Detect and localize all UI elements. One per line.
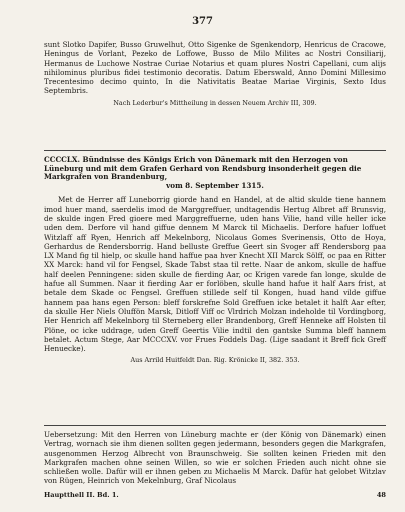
translation-paragraph: Uebersetzung: Mit den Herren von Lüneburg machte er (der König von Dänemark) einen Vertrag, wornach sie ihm dienen sollten gegen jedermann, besonders gegen die Markgrafen, ausgenommen Herzog Albrecht von Braunschweig. Sie sollten keinen Frieden mit den Markgrafen machen ohne seinen Willen, so wie er solchen Frieden auch nicht ohne sie schließen wolle. Dafür will er ihnen geben zu Michaelis M Marck. Dafür hat gelobet Witzlav von Rügen, Heinrich von Mekelnburg, Graf Nicolaus xyxy=(44,430,386,486)
section-divider xyxy=(44,150,386,151)
top-source-note: Nach Lederbur's Mittheilung in dessen Neuem Archiv III, 309. xyxy=(113,98,317,107)
page-footer xyxy=(44,491,386,499)
document-heading xyxy=(44,156,386,190)
main-paragraph: Met de Herrer aff Luneborrig giorde hand en Handel, at de altid skulde tiene hannem imod huer mand, saerdelis imod de Marggreffuer, undtagendis Hertug Albret aff Brunsvig, de skulde ingen Fred gioere med Marggreffuerne, uden hans Vilie, hand ville heller icke uden dem. Derfore vil hand giffue dennem M Marck til Michaelis. Derfore hafuer loffuet Witzlaff aff Ryen, Henrich aff Mekelnborg, Nicolaus Gomes Sverinensis, Otto de Hoya, Gerhardus de Rendersborrig. Hand belluste Greffue Geert sin Svoger aff Rendersborg paa LX Mand fig til hielp, oc skulle hand haffue paa hver Knecht XII Marck Sölff, oc paa en Ritter XX Marck: hand vil for Fengsel, Skade Tabst staa til rette. Naar de ankom, skulle de haffue half deelen Penningene: siden skulle de fierding Aar, oc Krigen varede fan longe, skulde de hafue all Summen. Naar it fierding Aar er forlöben, skulle hand hafue it half Aars frist, at betale dem Skade oc Fengsel. Greffuen stillede self til Kongen, huad hand vilde giffue hannem paa hans egen Person: bleff forskrefne Sold Greffuen icke betalet it halft Aar efter, da skulle Her Niels Oluffön Marsk, Ditloff Viff oc Vlrdrich Molzan indeholde til Vordingborg, Her Henrich aff Mekelnborg til Sterneberg eller Brandenborg, Greff Henneke aff Holsten til Plöne, oc icke uddrage, uden Greff Geertis Vilie indtil den gantske Summa bleff hannem betalet. Actum Stege, Aar MCCCXV. vor Frues Foddels Dag. (Lige saadant it Breff fick Greff Henuecke). xyxy=(44,195,386,354)
main-source-note: Aus Arrild Huitfeldt Dan. Rig. Krönicke II, 382. 353. xyxy=(130,356,300,365)
translation-divider xyxy=(44,425,386,426)
top-section xyxy=(44,40,386,107)
document-number: CCCCLX. xyxy=(44,155,81,164)
document-title: Bündnisse des Königs Erich von Dänemark mit den Herzogen von Lüneburg und mit dem Grafen Gerhard von Rendsburg insonderheit gegen die Markgrafen von Brandenburg, xyxy=(44,155,362,182)
document-section xyxy=(44,156,386,364)
top-paragraph: sunt Slotko Dapifer, Busso Gruwelhut, Otto Sigenke de Sgenkendorp, Henricus de Cracowe, Heningus de Vorlant, Pezeko de Loffowe, Busso de Milo Milites ac Nostri Consiliarij, Hermanus de Luchowe Nostrae Curiae Notarius et quam plures Nostri Capellani, cum alijs nihilominus pluribus fidei testimonio decoratis. Datum Eberswald, Anno Domini Millesimo Trecentesimo decimo quinto, In die Nativitatis Beatae Mariae Virginis, Sexto Idus Septembris. xyxy=(44,40,386,96)
footer-signature: Hauptthell II. Bd. 1. xyxy=(44,491,119,499)
page-number: 377 xyxy=(192,16,213,27)
translation-section xyxy=(44,430,386,486)
document-date: vom 8. September 1315. xyxy=(166,180,264,190)
footer-sheet-number: 48 xyxy=(376,491,386,499)
